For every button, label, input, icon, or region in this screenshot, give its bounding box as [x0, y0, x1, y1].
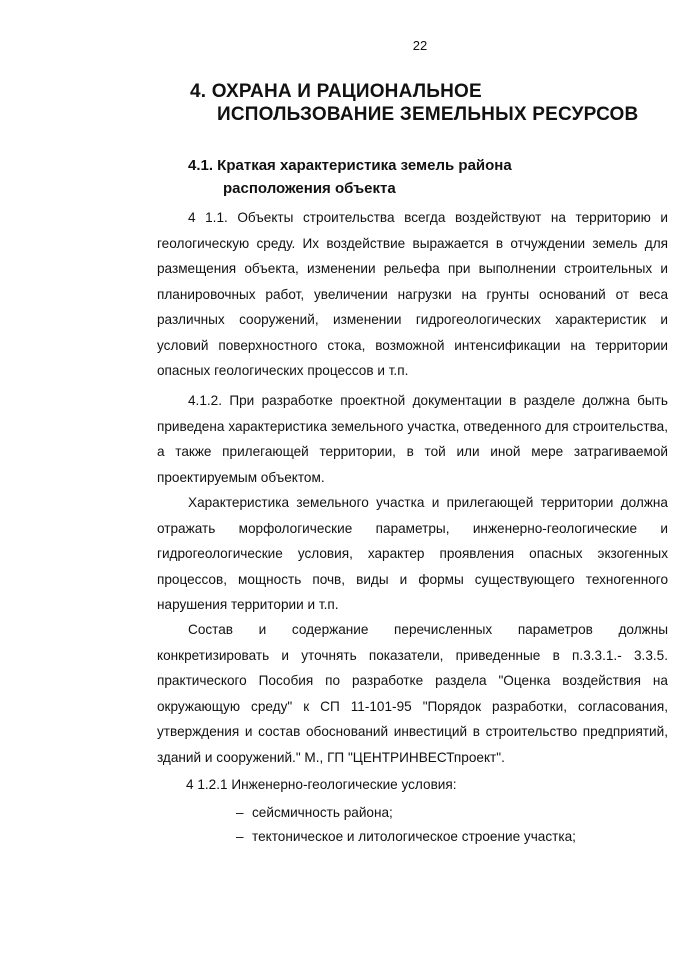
- chapter-title: [190, 80, 660, 126]
- subitem-4-1-2-1: 4 1.2.1 Инженерно-геологические условия:: [186, 777, 457, 792]
- section-title-line1: 4.1. Краткая характеристика земель района: [188, 157, 512, 174]
- paragraph-4-1-2: 4.1.2. При разработке проектной документации в разделе должна быть приведена характеристика земельного участка, отведенного для строительства, а также прилегающей территории, в той или иной мере затрагиваемой проектируемым объектом.: [157, 393, 668, 485]
- section-title: [188, 154, 638, 200]
- paragraph-4-1-1: 4 1.1. Объекты строительства всегда воздействуют на территорию и геологическую среду. Их воздействие выражается в отчуждении земель для размещения объекта, изменении рельефа при выполнении строительных и планировочных работ, увеличении нагрузки на грунты оснований от веса различных сооружений, изменении гидрогеологических характеристик и условий поверхностного стока, возможной интенсификации на территории опасных геологических процессов и т.п.: [157, 210, 668, 378]
- list-item: – тектоническое и литологическое строение участка;: [236, 825, 576, 849]
- chapter-title-line1: 4. ОХРАНА И РАЦИОНАЛЬНОЕ: [190, 81, 482, 102]
- chapter-title-line2: ИСПОЛЬЗОВАНИЕ ЗЕМЕЛЬНЫХ РЕСУРСОВ: [217, 104, 639, 125]
- conditions-list: [236, 801, 576, 849]
- page-number: 22: [412, 38, 428, 53]
- paragraph-site-characteristics: Характеристика земельного участка и прилегающей территории должна отражать морфологические параметры, инженерно-геологические и гидрогеологические условия, характер проявления опасных экзогенных процессов, мощность почв, виды и формы существующего техногенного нарушения территории и т.п.: [157, 495, 668, 612]
- paragraph-parameters-composition: Состав и содержание перечисленных параметров должны конкретизировать и уточнять показатели, приведенные в п.3.3.1.- 3.3.5. практического Пособия по разработке раздела "Оценка воздействия на окружающую среду" к СП 11-101-95 "Порядок разработки, согласования, утверждения и состав обоснований инвестиций в строительство предприятий, зданий и сооружений." М., ГП "ЦЕНТРИНВЕСТпроект".: [157, 622, 668, 765]
- list-item: – сейсмичность района;: [236, 801, 576, 825]
- section-title-line2: расположения объекта: [223, 180, 396, 197]
